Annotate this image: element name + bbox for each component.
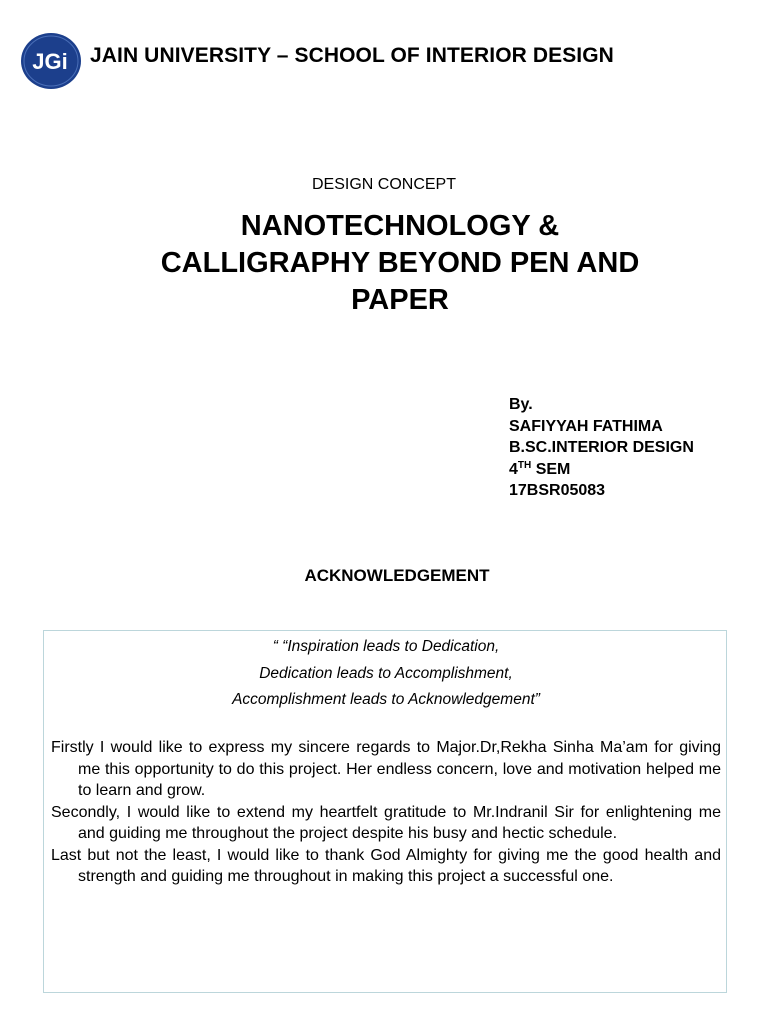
university-title: JAIN UNIVERSITY – SCHOOL OF INTERIOR DESIGN	[90, 44, 614, 67]
paragraph: Last but not the least, I would like to thank God Almighty for giving me the good health and strength and guiding me throughout in making this project a successful one.	[51, 846, 721, 885]
document-title	[100, 208, 700, 319]
quote-line: Accomplishment leads to Acknowledgement”	[232, 691, 540, 708]
semester-number: 4	[509, 460, 518, 478]
author-course: B.SC.INTERIOR DESIGN	[509, 439, 694, 456]
title-line: NANOTECHNOLOGY &	[240, 210, 560, 242]
title-line: PAPER	[351, 284, 449, 316]
title-line: CALLIGRAPHY BEYOND PEN AND	[160, 247, 640, 279]
author-by: By.	[509, 396, 533, 413]
logo-text: JGi	[32, 49, 68, 74]
author-semester	[509, 459, 694, 481]
semester-label: SEM	[531, 460, 571, 478]
quote-line: Dedication leads to Accomplishment,	[259, 664, 513, 682]
acknowledgement-text	[51, 737, 721, 888]
jgi-logo-icon	[20, 32, 82, 90]
author-name: SAFIYYAH FATHIMA	[509, 417, 663, 435]
acknowledgement-heading: ACKNOWLEDGEMENT	[304, 566, 490, 585]
quote-block	[44, 634, 728, 714]
author-block	[509, 394, 694, 502]
semester-suffix: TH	[517, 459, 532, 471]
university-logo	[20, 32, 82, 90]
quote-line: “ “Inspiration leads to Dedication,	[272, 638, 500, 655]
paragraph: Firstly I would like to express my sincere regards to Major.Dr,Rekha Sinha Ma’am for giving me this opportunity to do this project. Her endless concern, love and motivation helped me to learn and grow.	[51, 739, 721, 799]
document-subtitle: DESIGN CONCEPT	[311, 176, 456, 193]
paragraph: Secondly, I would like to extend my heartfelt gratitude to Mr.Indranil Sir for enlightening me and guiding me throughout the project despite his busy and hectic schedule.	[51, 803, 721, 842]
acknowledgement-box	[43, 630, 727, 993]
author-roll-number: 17BSR05083	[509, 482, 606, 499]
